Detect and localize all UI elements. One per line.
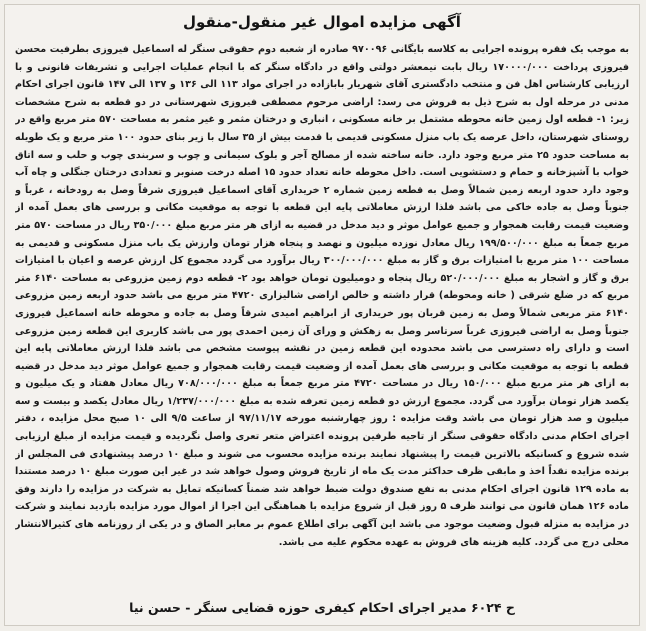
notice-signature: ح ۶۰۲۴ مدیر اجرای احکام کیفری حوزه قضایی سنگر - حسن نیا bbox=[129, 600, 515, 615]
notice-title: آگهی مزایده اموال غیر منقول-منقول bbox=[183, 13, 461, 31]
notice-paper bbox=[4, 4, 640, 626]
notice-body: به موجب یک فقره پرونده اجرایی به کلاسه بایگانی ۹۷۰۰۹۶ صادره از شعبه دوم حقوقی سنگر له اسماعیل فیروزی بطرفیت محسن فیروزی پرداخت ۱۷۰۰۰۰/۰۰۰ ریال بابت نیمعشر دولتی واقع در دادگاه سنگر که با انجام عملیات اجرایی و تشریفات قانونی و با ارزیابی کارشناس اهل فن و منتخب دادگستری آقای شهریار بابازاده در اجرای مواد ۱۱۳ الی ۱۳۶ و ۱۳۷ الی ۱۴۷ قانون اجرای احکام مدنی در مرحله اول به شرح ذیل به فروش می رسد: اراضی مرحوم مصطفی فیروزی شهرستانی در دو قطعه به شرح مشخصات زیر: ۱- قطعه اول زمین خانه محوطه مشتمل بر خانه مسکونی ، انباری و درختان مثمر و غیر مثمر به مساحت ۵۷۰ متر مربع واقع در روستای شهرستان، داخل عرصه یک باب منزل مسکونی قدیمی با قدمت بیش از ۳۵ سال با زیر بنای حدود ۱۰۰ متر مربع و یک طویله به مساحت حدود ۲۵ متر مربع وجود دارد. خانه ساخته شده از مصالح آجر و بلوک سیمانی و چوب و سربندی چوب و حلب و سه اتاق خواب با آشپزخانه و حمام و دستشویی است. داخل محوطه خانه تعداد حدود ۱۵ اصله درخت صنوبر و تعدادی درختان جنگلی و چاه آب وجود دارد حدود اربعه زمین شمالاً وصل به قطعه زمین شماره ۲ خریداری آقای اسماعیل فیروزی شرقاً وصل به رودخانه ، غرباً و جنوباً وصل به جاده خاکی می باشد فلذا ارزش معاملاتی پایه این قطعه با توجه به موقعیت مکانی و بررسی های بعمل آمده از وضعیت قیمت رقابت همجوار و جمیع عوامل موثر و دید مدخل در قضیه به ازای هر متر مربع مبلغ ۳۵۰/۰۰۰ ریال در مساحت ۵۷۰ متر مربع جمعاً به مبلغ ۱۹۹/۵۰۰/۰۰۰ ریال معادل نوزده میلیون و نهصد و پنجاه هزار تومان وارزش یک باب منزل مسکونی و قدیمی به مساحت ۱۰۰ متر مربع با امتیازات برق و گاز به مبلغ ۳۰۰/۰۰۰/۰۰۰ ریال برآورد می گردد مجموع کل ارزش عرصه و اعیان با امتیازات برق و گاز و اشجار به مبلغ ۵۲۰/۰۰۰/۰۰۰ ریال پنجاه و دومیلیون تومان خواهد بود ۲- قطعه دوم زمین مزروعی به مساحت ۶۱۴۰ متر مربع که در ضلع شرقی ( خانه ومحوطه) قرار داشته و خالص اراضی شالیزاری ۴۷۲۰ متر مربع می باشد حدود اربعه زمین مزروعی ۶۱۴۰ متر مربعی شمالاً وصل به زمین قربان پور خریداری از ابراهیم امیدی شرقاً وصل به جاده و محوطه خانه اسماعیل فیروزی جنوباً وصل به اراضی فیروزی غرباً سرتاسر وصل به زهکش و ورای آن زمین احمدی پور می باشد کاربری این قطعه زمین مزروعی است و دارای راه دسترسی می باشد محدوده این قطعه زمین در نقشه پیوست مشخص می باشد فلذا ارزش معاملاتی پایه این قطعه با توجه به موقعیت مکانی و بررسی های بعمل آمده از وضعیت قیمت رقابت همجوار و جمیع عوامل موثر دید مدخل در قضیه به ازای هر متر مربع مبلغ ۱۵۰/۰۰۰ ریال در مساحت ۴۷۲۰ متر مربع جمعاً به مبلغ ۷۰۸/۰۰۰/۰۰۰ ریال معادل هفتاد و یک میلیون و یکصد هزار تومان برآورد می گردد. مجموع ارزش دو قطعه زمین تعرفه شده به مبلغ ۱/۲۳۷/۰۰۰/۰۰۰ ریال معادل یکصد و بیست و سه میلیون و صد هزار تومان می باشد وقت مزایده : روز چهارشنبه مورخه ۹۷/۱۱/۱۷ از ساعت ۹/۵ الی ۱۰ صبح محل مزایده ، دفتر اجرای احکام مدنی دادگاه حقوقی سنگر از تاجیه طرفین پرونده اعتراض متعر تعری واصل نگردیده و قیمت مزایده از مبلغ ارزیابی شده شروع و کسانیکه بالاترین قیمت را پیشنهاد نمایند برنده مزایده محسوب می شوند و مبلغ ۱۰ درصد پیشنهادی فی المجلس از برنده مزایده نقداً اخذ و مابقی ظرف حداکثر مدت یک ماه از تاریخ فروش وصول خواهد شد در غیر این صورت مبلغ ۱۰ درصد مستندا به ماده ۱۲۹ قانون اجرای احکام مدنی به نفع صندوق دولت ضبط خواهد شد ضمناً کسانیکه تمایل به شرکت در مزایده را دارند وفق ماده ۱۲۶ همان قانون می توانند ظرف ۵ روز قبل از شروع مزایده با هماهنگی این اجرا از اموال مورد مزایده بازدید نمایند و شرکت در مزایده به منزله قبول وضعیت موجود می باشد این آگهی برای اطلاع عموم بر معابر الصاق و در یکی از روزنامه های کثیرالانتشار محلی درج می گردد. کلیه هزینه های فروش به عهده محکوم علیه می باشد. bbox=[15, 44, 629, 548]
